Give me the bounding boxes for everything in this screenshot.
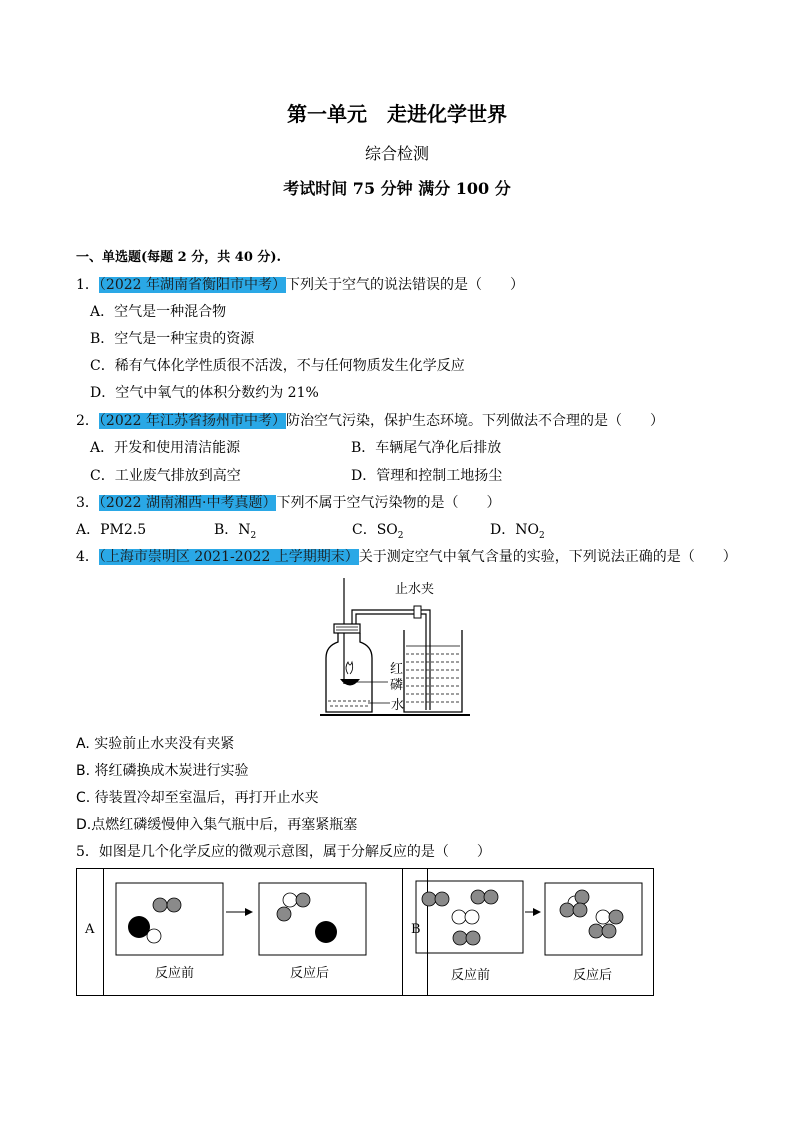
row-label-b: B [411, 922, 421, 937]
row-label-a: A [85, 922, 95, 937]
question-number: 2． [76, 413, 99, 429]
question-stem: 下列关于空气的说法错误的是（ ） [286, 277, 525, 293]
exam-info: 考试时间 75 分钟 满分 100 分 [283, 179, 511, 198]
option-4b: B. 将红磷换成木炭进行实验 [76, 763, 249, 779]
question-5 [76, 841, 491, 861]
stopper [334, 624, 360, 633]
caption-a-before: 反应前 [155, 966, 195, 981]
option-1c: C．稀有气体化学性质很不活泼，不与任何物质发生化学反应 [90, 358, 465, 374]
question-2 [76, 410, 664, 430]
option-1a: A．空气是一种混合物 [90, 304, 227, 320]
option-4c: C. 待装置冷却至室温后，再打开止水夹 [76, 790, 319, 806]
question-source: （2022 湖南湘西·中考真题） [98, 495, 277, 511]
question-stem: 下列不属于空气污染物的是（ ） [276, 495, 501, 511]
label-water: 水 [391, 698, 405, 713]
question-stem: 关于测定空气中氧气含量的实验，下列说法正确的是（ ） [358, 549, 737, 565]
page-subtitle: 综合检测 [364, 144, 429, 163]
reaction-table [76, 868, 654, 996]
option-3a: A．PM2.5 [76, 522, 147, 538]
question-number: 5． [76, 844, 99, 860]
option-3b: B．$N_2$ [214, 522, 257, 541]
question-stem: 如图是几个化学反应的微观示意图，属于分解反应的是（ ） [98, 844, 491, 860]
question-source: （上海市崇明区 2021-2022 上学期期末） [98, 549, 359, 565]
option-2b: B．车辆尾气净化后排放 [351, 440, 502, 456]
beaker-water [406, 654, 460, 702]
option-4a: A. 实验前止水夹没有夹紧 [76, 736, 235, 752]
question-4 [76, 546, 737, 566]
question-stem: 防治空气污染，保护生态环境。下列做法不合理的是（ ） [286, 413, 665, 429]
option-3d: D．$NO_2$ [490, 522, 545, 541]
label-red-1: 红 [390, 662, 404, 677]
option-3c: C．$SO_2$ [352, 522, 404, 541]
page-title: 第一单元 走进化学世界 [287, 102, 507, 126]
water-clamp [414, 606, 421, 618]
section-heading: 一、单选题(每题 2 分，共 40 分). [76, 250, 282, 265]
option-2c: C．工业废气排放到高空 [90, 468, 241, 484]
label-clamp: 止水夹 [395, 582, 435, 597]
question-1 [76, 274, 524, 294]
question-number: 3． [76, 495, 99, 511]
panel-a-after [259, 883, 366, 955]
label-red-2: 磷 [390, 678, 404, 693]
caption-a-after: 反应后 [290, 966, 330, 981]
panel-b-after [545, 883, 642, 955]
option-4d: D.点燃红磷缓慢伸入集气瓶中后，再塞紧瓶塞 [76, 817, 358, 833]
gas-bottle [326, 633, 372, 712]
question-3 [76, 492, 500, 512]
option-2a: A．开发和使用清洁能源 [90, 440, 241, 456]
caption-b-after: 反应后 [573, 968, 613, 983]
question-source: （2022 年湖南省衡阳市中考） [98, 277, 287, 293]
beaker [404, 630, 462, 712]
option-1b: B．空气是一种宝贵的资源 [90, 331, 255, 347]
flame [346, 662, 353, 674]
question-number: 1． [76, 277, 99, 293]
question-number: 4． [76, 549, 99, 565]
option-2d: D．管理和控制工地扬尘 [351, 468, 503, 484]
caption-b-before: 反应前 [451, 968, 491, 983]
question-source: （2022 年江苏省扬州市中考） [98, 413, 287, 429]
option-1d: D．空气中氧气的体积分数约为 21% [90, 385, 319, 401]
